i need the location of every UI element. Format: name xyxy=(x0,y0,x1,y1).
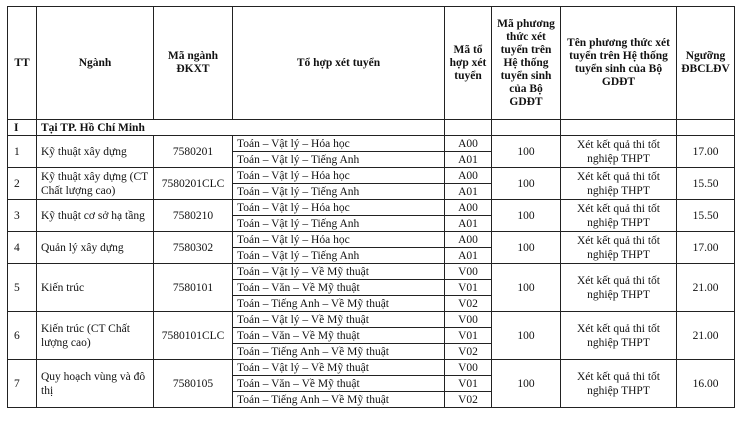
threshold: 21.00 xyxy=(677,264,735,312)
combo-code: V00 xyxy=(445,360,492,376)
header-ma-phuong-thuc: Mã phương thức xét tuyển trên Hệ thống tuyển sinh của Bộ GDĐT xyxy=(492,7,561,120)
section-row xyxy=(8,120,735,136)
combo-code: V01 xyxy=(445,280,492,296)
row-number: 3 xyxy=(8,200,37,232)
method-code: 100 xyxy=(492,312,561,360)
threshold: 17.00 xyxy=(677,232,735,264)
method-code: 100 xyxy=(492,136,561,168)
combo-name: Toán – Vật lý – Tiếng Anh xyxy=(233,152,445,168)
section-empty-cell xyxy=(445,120,492,136)
combo-code: A01 xyxy=(445,184,492,200)
header-tt: TT xyxy=(8,7,37,120)
header-nganh: Ngành xyxy=(37,7,154,120)
combo-name: Toán – Tiếng Anh – Về Mỹ thuật xyxy=(233,344,445,360)
major-code: 7580210 xyxy=(154,200,233,232)
major-name: Quy hoạch vùng và đô thị xyxy=(37,360,154,408)
method-code: 100 xyxy=(492,360,561,408)
method-name: Xét kết quả thi tốt nghiệp THPT xyxy=(561,312,677,360)
method-name: Xét kết quả thi tốt nghiệp THPT xyxy=(561,136,677,168)
combo-name: Toán – Vật lý – Hóa học xyxy=(233,168,445,184)
row-number: 4 xyxy=(8,232,37,264)
threshold: 21.00 xyxy=(677,312,735,360)
section-title: Tại TP. Hồ Chí Minh xyxy=(37,120,445,136)
combo-name: Toán – Vật lý – Hóa học xyxy=(233,232,445,248)
table-row xyxy=(8,200,735,216)
combo-code: V02 xyxy=(445,392,492,408)
major-code: 7580101 xyxy=(154,264,233,312)
section-number: I xyxy=(8,120,37,136)
method-code: 100 xyxy=(492,168,561,200)
combo-name: Toán – Vật lý – Hóa học xyxy=(233,136,445,152)
table-row xyxy=(8,264,735,280)
threshold: 15.50 xyxy=(677,168,735,200)
combo-code: A00 xyxy=(445,136,492,152)
combo-name: Toán – Văn – Về Mỹ thuật xyxy=(233,328,445,344)
method-name: Xét kết quả thi tốt nghiệp THPT xyxy=(561,168,677,200)
major-code: 7580101CLC xyxy=(154,312,233,360)
major-code: 7580201CLC xyxy=(154,168,233,200)
table-row xyxy=(8,360,735,376)
table-row xyxy=(8,136,735,152)
header-ma-to-hop: Mã tổ hợp xét tuyển xyxy=(445,7,492,120)
combo-code: V01 xyxy=(445,376,492,392)
section-empty-cell xyxy=(677,120,735,136)
method-name: Xét kết quả thi tốt nghiệp THPT xyxy=(561,200,677,232)
combo-code: A01 xyxy=(445,248,492,264)
method-name: Xét kết quả thi tốt nghiệp THPT xyxy=(561,264,677,312)
method-code: 100 xyxy=(492,200,561,232)
method-code: 100 xyxy=(492,264,561,312)
combo-code: A00 xyxy=(445,200,492,216)
combo-code: V02 xyxy=(445,296,492,312)
major-name: Kiến trúc xyxy=(37,264,154,312)
major-code: 7580105 xyxy=(154,360,233,408)
major-name: Kiến trúc (CT Chất lượng cao) xyxy=(37,312,154,360)
section-empty-cell xyxy=(561,120,677,136)
combo-code: A01 xyxy=(445,216,492,232)
major-name: Kỹ thuật cơ sở hạ tầng xyxy=(37,200,154,232)
header-ma-nganh: Mã ngành ĐKXT xyxy=(154,7,233,120)
header-row xyxy=(8,7,735,120)
method-name: Xét kết quả thi tốt nghiệp THPT xyxy=(561,232,677,264)
combo-code: V02 xyxy=(445,344,492,360)
combo-code: V00 xyxy=(445,264,492,280)
header-nguong: Ngưỡng ĐBCLĐV xyxy=(677,7,735,120)
row-number: 1 xyxy=(8,136,37,168)
admission-table xyxy=(7,6,735,408)
header-ten-phuong-thuc: Tên phương thức xét tuyển trên Hệ thống tuyển sinh của Bộ GDĐT xyxy=(561,7,677,120)
threshold: 17.00 xyxy=(677,136,735,168)
combo-name: Toán – Vật lý – Tiếng Anh xyxy=(233,248,445,264)
combo-name: Toán – Văn – Về Mỹ thuật xyxy=(233,376,445,392)
major-code: 7580201 xyxy=(154,136,233,168)
combo-name: Toán – Vật lý – Về Mỹ thuật xyxy=(233,264,445,280)
combo-name: Toán – Vật lý – Về Mỹ thuật xyxy=(233,312,445,328)
combo-code: A00 xyxy=(445,232,492,248)
combo-code: V01 xyxy=(445,328,492,344)
table-row xyxy=(8,312,735,328)
table-row xyxy=(8,232,735,248)
threshold: 16.00 xyxy=(677,360,735,408)
threshold: 15.50 xyxy=(677,200,735,232)
header-to-hop: Tổ hợp xét tuyển xyxy=(233,7,445,120)
combo-name: Toán – Vật lý – Tiếng Anh xyxy=(233,216,445,232)
combo-code: A00 xyxy=(445,168,492,184)
row-number: 7 xyxy=(8,360,37,408)
major-name: Kỹ thuật xây dựng (CT Chất lượng cao) xyxy=(37,168,154,200)
row-number: 6 xyxy=(8,312,37,360)
method-code: 100 xyxy=(492,232,561,264)
combo-name: Toán – Vật lý – Hóa học xyxy=(233,200,445,216)
method-name: Xét kết quả thi tốt nghiệp THPT xyxy=(561,360,677,408)
combo-name: Toán – Tiếng Anh – Về Mỹ thuật xyxy=(233,392,445,408)
combo-name: Toán – Văn – Về Mỹ thuật xyxy=(233,280,445,296)
combo-name: Toán – Vật lý – Tiếng Anh xyxy=(233,184,445,200)
section-empty-cell xyxy=(492,120,561,136)
major-code: 7580302 xyxy=(154,232,233,264)
combo-name: Toán – Vật lý – Về Mỹ thuật xyxy=(233,360,445,376)
row-number: 2 xyxy=(8,168,37,200)
table-row xyxy=(8,168,735,184)
combo-name: Toán – Tiếng Anh – Về Mỹ thuật xyxy=(233,296,445,312)
combo-code: A01 xyxy=(445,152,492,168)
major-name: Quản lý xây dựng xyxy=(37,232,154,264)
table-body xyxy=(8,120,735,408)
combo-code: V00 xyxy=(445,312,492,328)
major-name: Kỹ thuật xây dựng xyxy=(37,136,154,168)
row-number: 5 xyxy=(8,264,37,312)
